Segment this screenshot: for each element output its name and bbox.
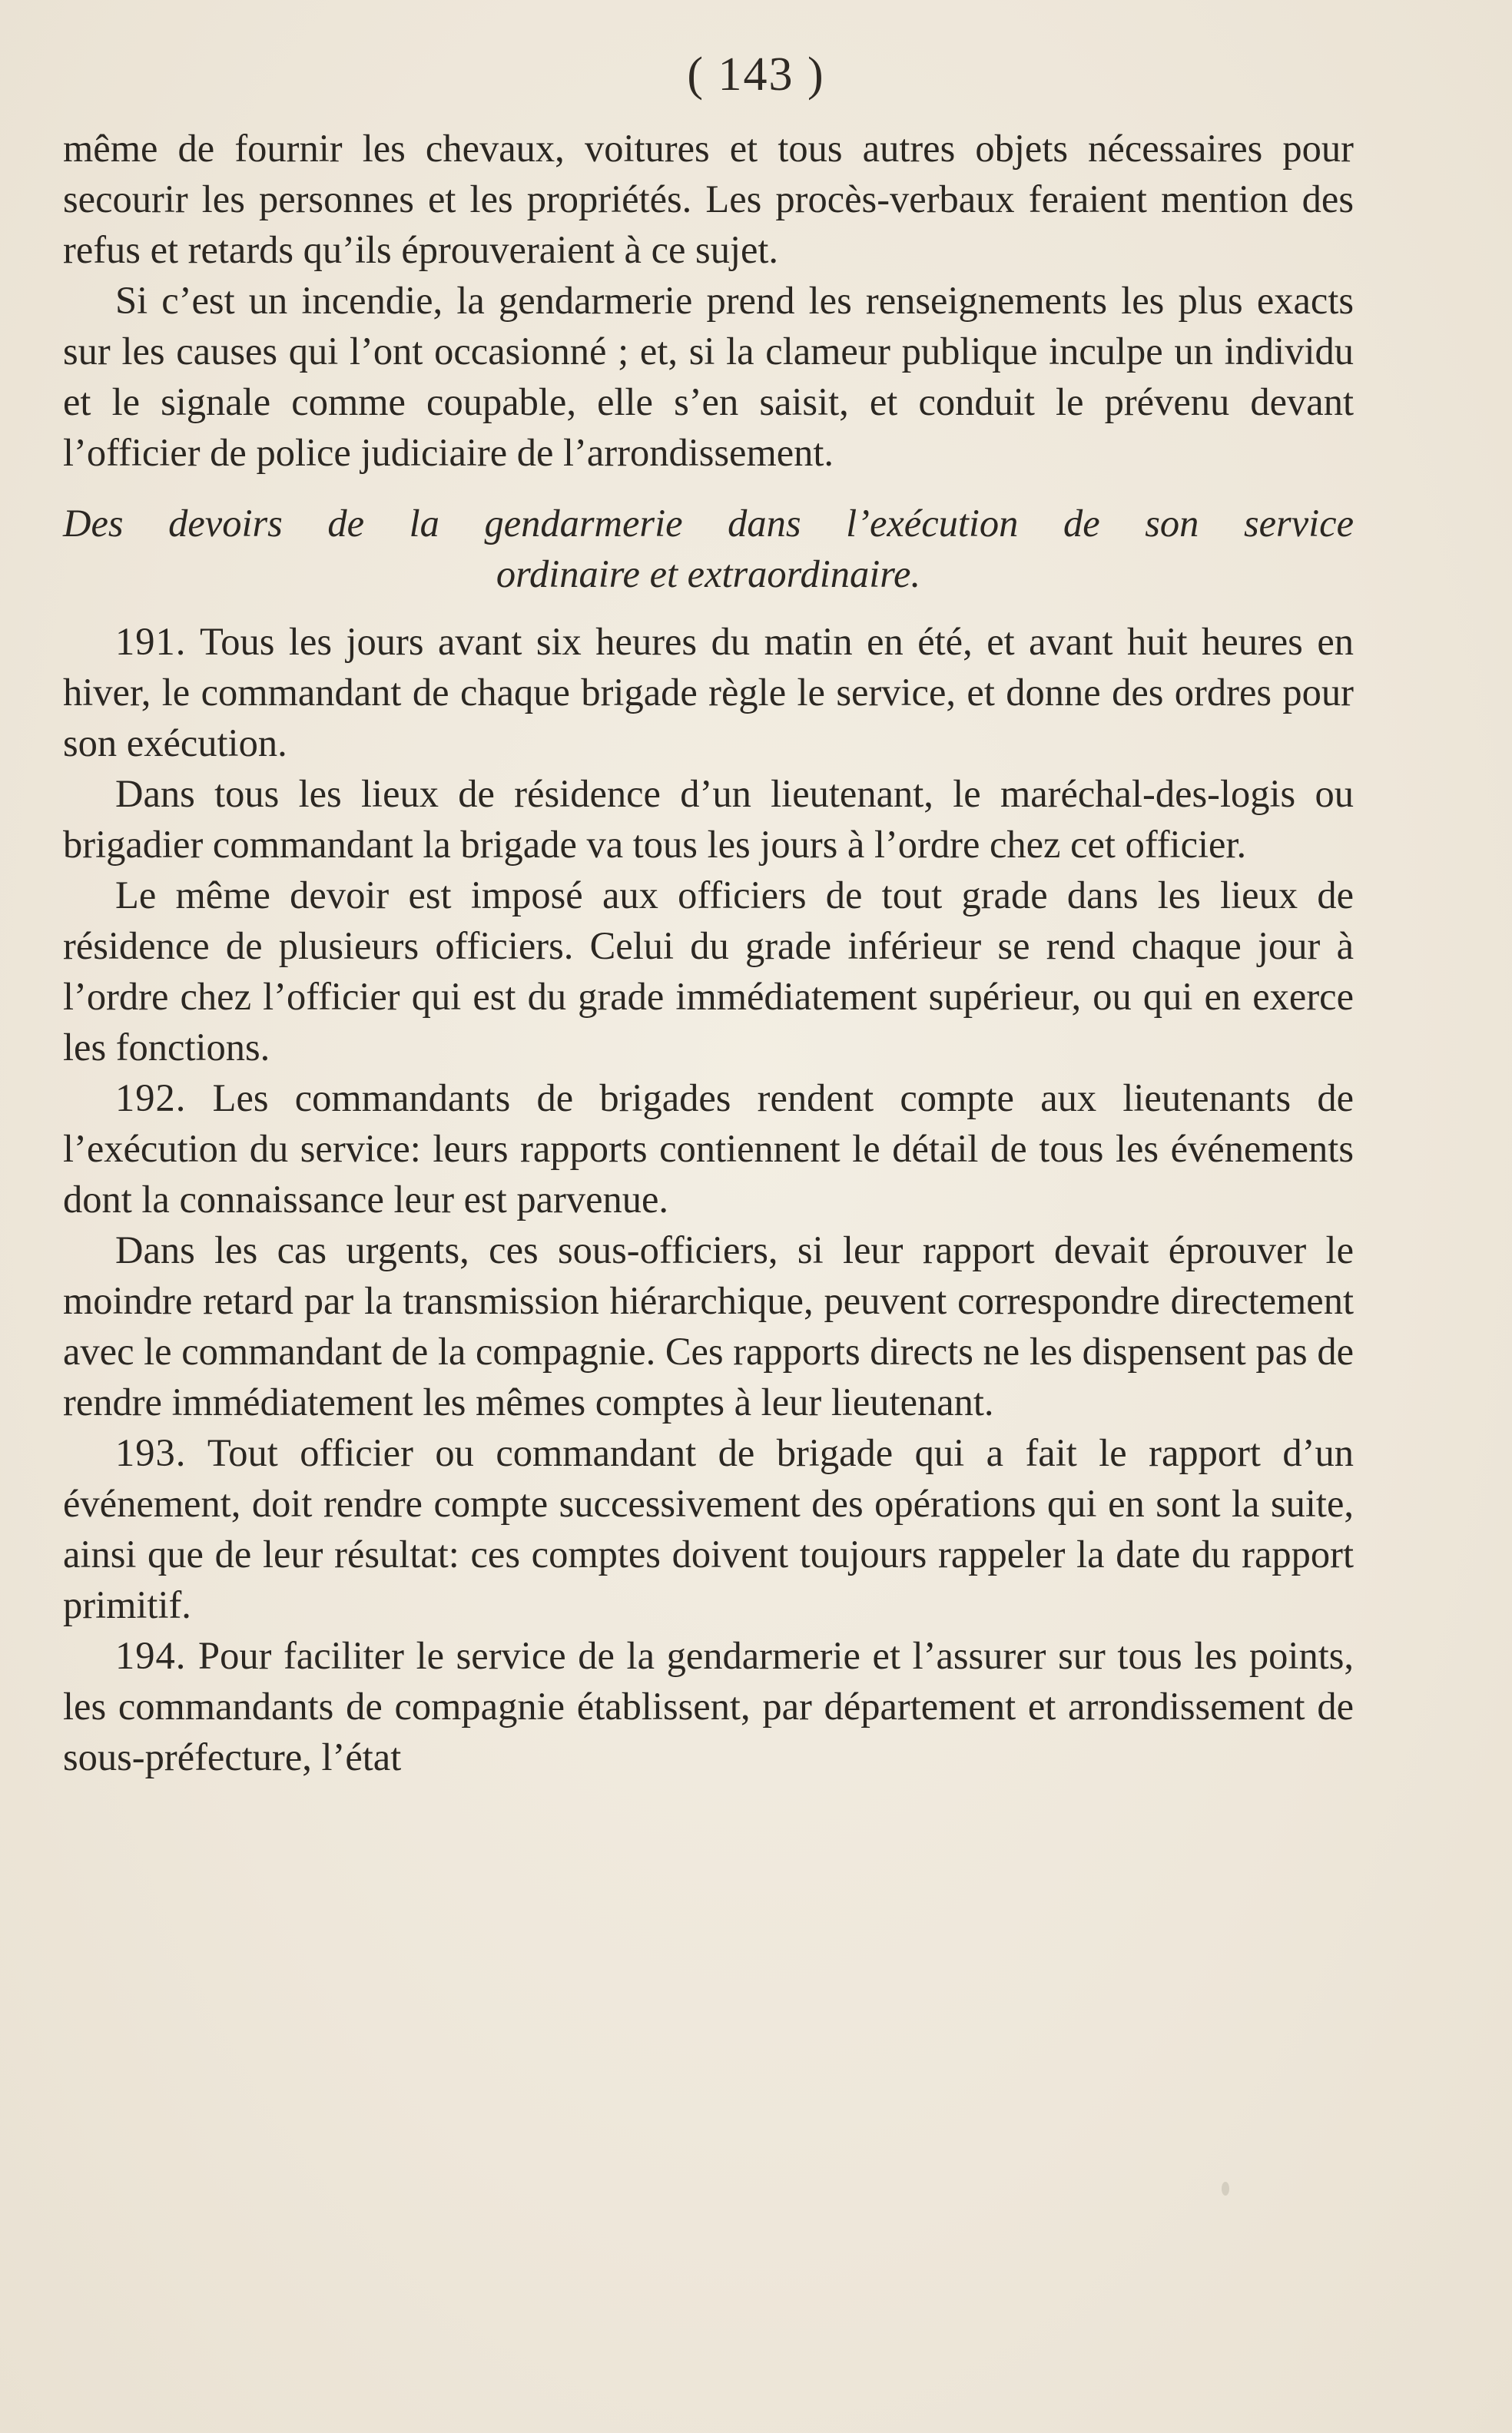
article-number: 191.	[115, 620, 187, 663]
article-number: 193.	[115, 1431, 187, 1474]
article-text: Le même devoir est imposé aux officiers de tout grade dans les lieux de résidence de plusieurs officiers. Celui du grade inférieur se rend chaque jour à l’ordre chez l’officier qui est du grade immédiatement supérieur, ou qui en exerce les fonctions.	[63, 873, 1354, 1069]
paragraph	[63, 1225, 1354, 1427]
page-number: ( 143 )	[687, 48, 825, 101]
article-paragraph	[63, 1072, 1354, 1225]
paragraph: même de fournir les chevaux, voitures et tous autres objets nécessaires pour secourir les personnes et les propriétés. Les procès-verbaux feraient mention des refus et retards qu’ils éprouveraient à ce sujet.	[63, 127, 1354, 271]
article-text: Dans tous les lieux de résidence d’un lieutenant, le maréchal-des-logis ou brigadier commandant la brigade va tous les jours à l’ordre chez cet officier.	[63, 772, 1354, 866]
article-number: 194.	[115, 1634, 187, 1677]
paragraph	[63, 768, 1354, 870]
paper-blemish	[1222, 2182, 1229, 2196]
section-heading-line: Des devoirs de la gendarmerie dans l’exécution de son service	[63, 502, 1354, 545]
page-body	[63, 123, 1354, 1782]
paragraph: Si c’est un incendie, la gendarmerie prend les renseignements les plus exacts sur les causes qui l’ont occasionné ; et, si la clameur publique inculpe un individu et le signale comme coupable, elle s’en saisit, et conduit le prévenu devant l’officier de police judiciaire de l’arrondissement.	[63, 279, 1354, 474]
article-text: Tout officier ou commandant de brigade qui a fait le rapport d’un événement, doit rendre compte successivement des opérations qui en sont la suite, ainsi que de leur résultat: ces comptes doivent toujours rappeler la date du rapport primitif.	[63, 1431, 1354, 1626]
section-heading	[63, 498, 1354, 599]
article-text: Dans les cas urgents, ces sous-officiers, si leur rapport devait éprouver le moindre retard par la transmission hiérarchique, peuvent correspondre directement avec le commandant de la compagnie. Ces rapports directs ne les dispensent pas de rendre immédiatement les mêmes comptes à leur lieutenant.	[63, 1228, 1354, 1424]
article-text: Les commandants de brigades rendent compte aux lieutenants de l’exécution du service: leurs rapports contiennent le détail de tous les événements dont la connaissance leur est parvenue.	[63, 1076, 1354, 1221]
paragraph	[63, 870, 1354, 1072]
article-text: Tous les jours avant six heures du matin en été, et avant huit heures en hiver, le commandant de chaque brigade règle le service, et donne des ordres pour son exécution.	[63, 620, 1354, 764]
article-paragraph	[63, 1630, 1354, 1782]
article-paragraph	[63, 1427, 1354, 1630]
article-paragraph	[63, 616, 1354, 768]
section-heading-line: ordinaire et extraordinaire.	[496, 552, 921, 595]
article-text: Pour faciliter le service de la gendarmerie et l’assurer sur tous les points, les commandants de compagnie établissent, par département et arrondissement de sous-préfecture, l’état	[63, 1634, 1354, 1778]
article-number: 192.	[115, 1076, 187, 1119]
